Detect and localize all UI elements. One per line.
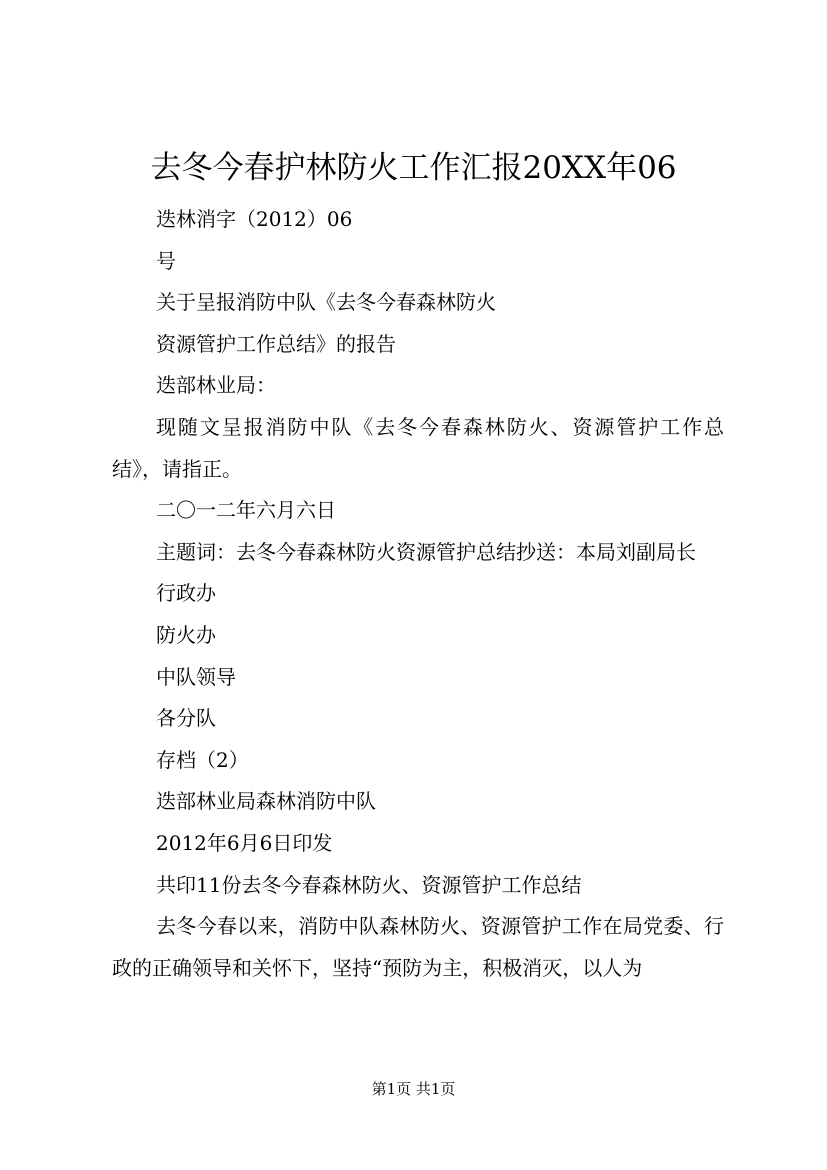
paragraph-cc-admin: 行政办 (156, 581, 216, 606)
paragraph-summary-intro: 去冬今春以来，消防中队森林防火、资源管护工作在局党委、行政的正确领导和关怀下，坚持“预防为主，积极消灭，以人为 (112, 914, 724, 980)
paragraph-cc-fire-office: 防火办 (156, 622, 216, 647)
paragraph-report-title-line2: 资源管护工作总结》的报告 (156, 331, 396, 356)
paragraph-print-date: 2012年6月6日印发 (156, 830, 333, 855)
paragraph-date: 二〇一二年六月六日 (156, 498, 336, 523)
paragraph-print-count: 共印11份去冬今春森林防火、资源管护工作总结 (156, 872, 582, 897)
paragraph-subject-words: 主题词：去冬今春森林防火资源管护总结抄送：本局刘副局长 (156, 539, 696, 564)
paragraph-addressee: 迭部林业局： (156, 373, 276, 398)
page-indicator: 第1页 共1页 (371, 1080, 456, 1098)
paragraph-issuer: 迭部林业局森林消防中队 (156, 789, 376, 814)
paragraph-doc-number: 迭林消字（2012）06 (156, 207, 353, 231)
paragraph-submission: 现随文呈报消防中队《去冬今春森林防火、资源管护工作总结》，请指正。 (112, 414, 724, 481)
paragraph-doc-number-suffix: 号 (156, 248, 176, 273)
paragraph-report-title-line1: 关于呈报消防中队《去冬今春森林防火 (156, 290, 496, 315)
paragraph-cc-squad-leaders: 中队领导 (156, 664, 236, 689)
document-body (112, 199, 724, 989)
document-title: 去冬今春护林防火工作汇报20XX年06 (150, 150, 677, 186)
paragraph-cc-archive: 存档（2） (156, 747, 249, 772)
paragraph-cc-units: 各分队 (156, 706, 216, 731)
